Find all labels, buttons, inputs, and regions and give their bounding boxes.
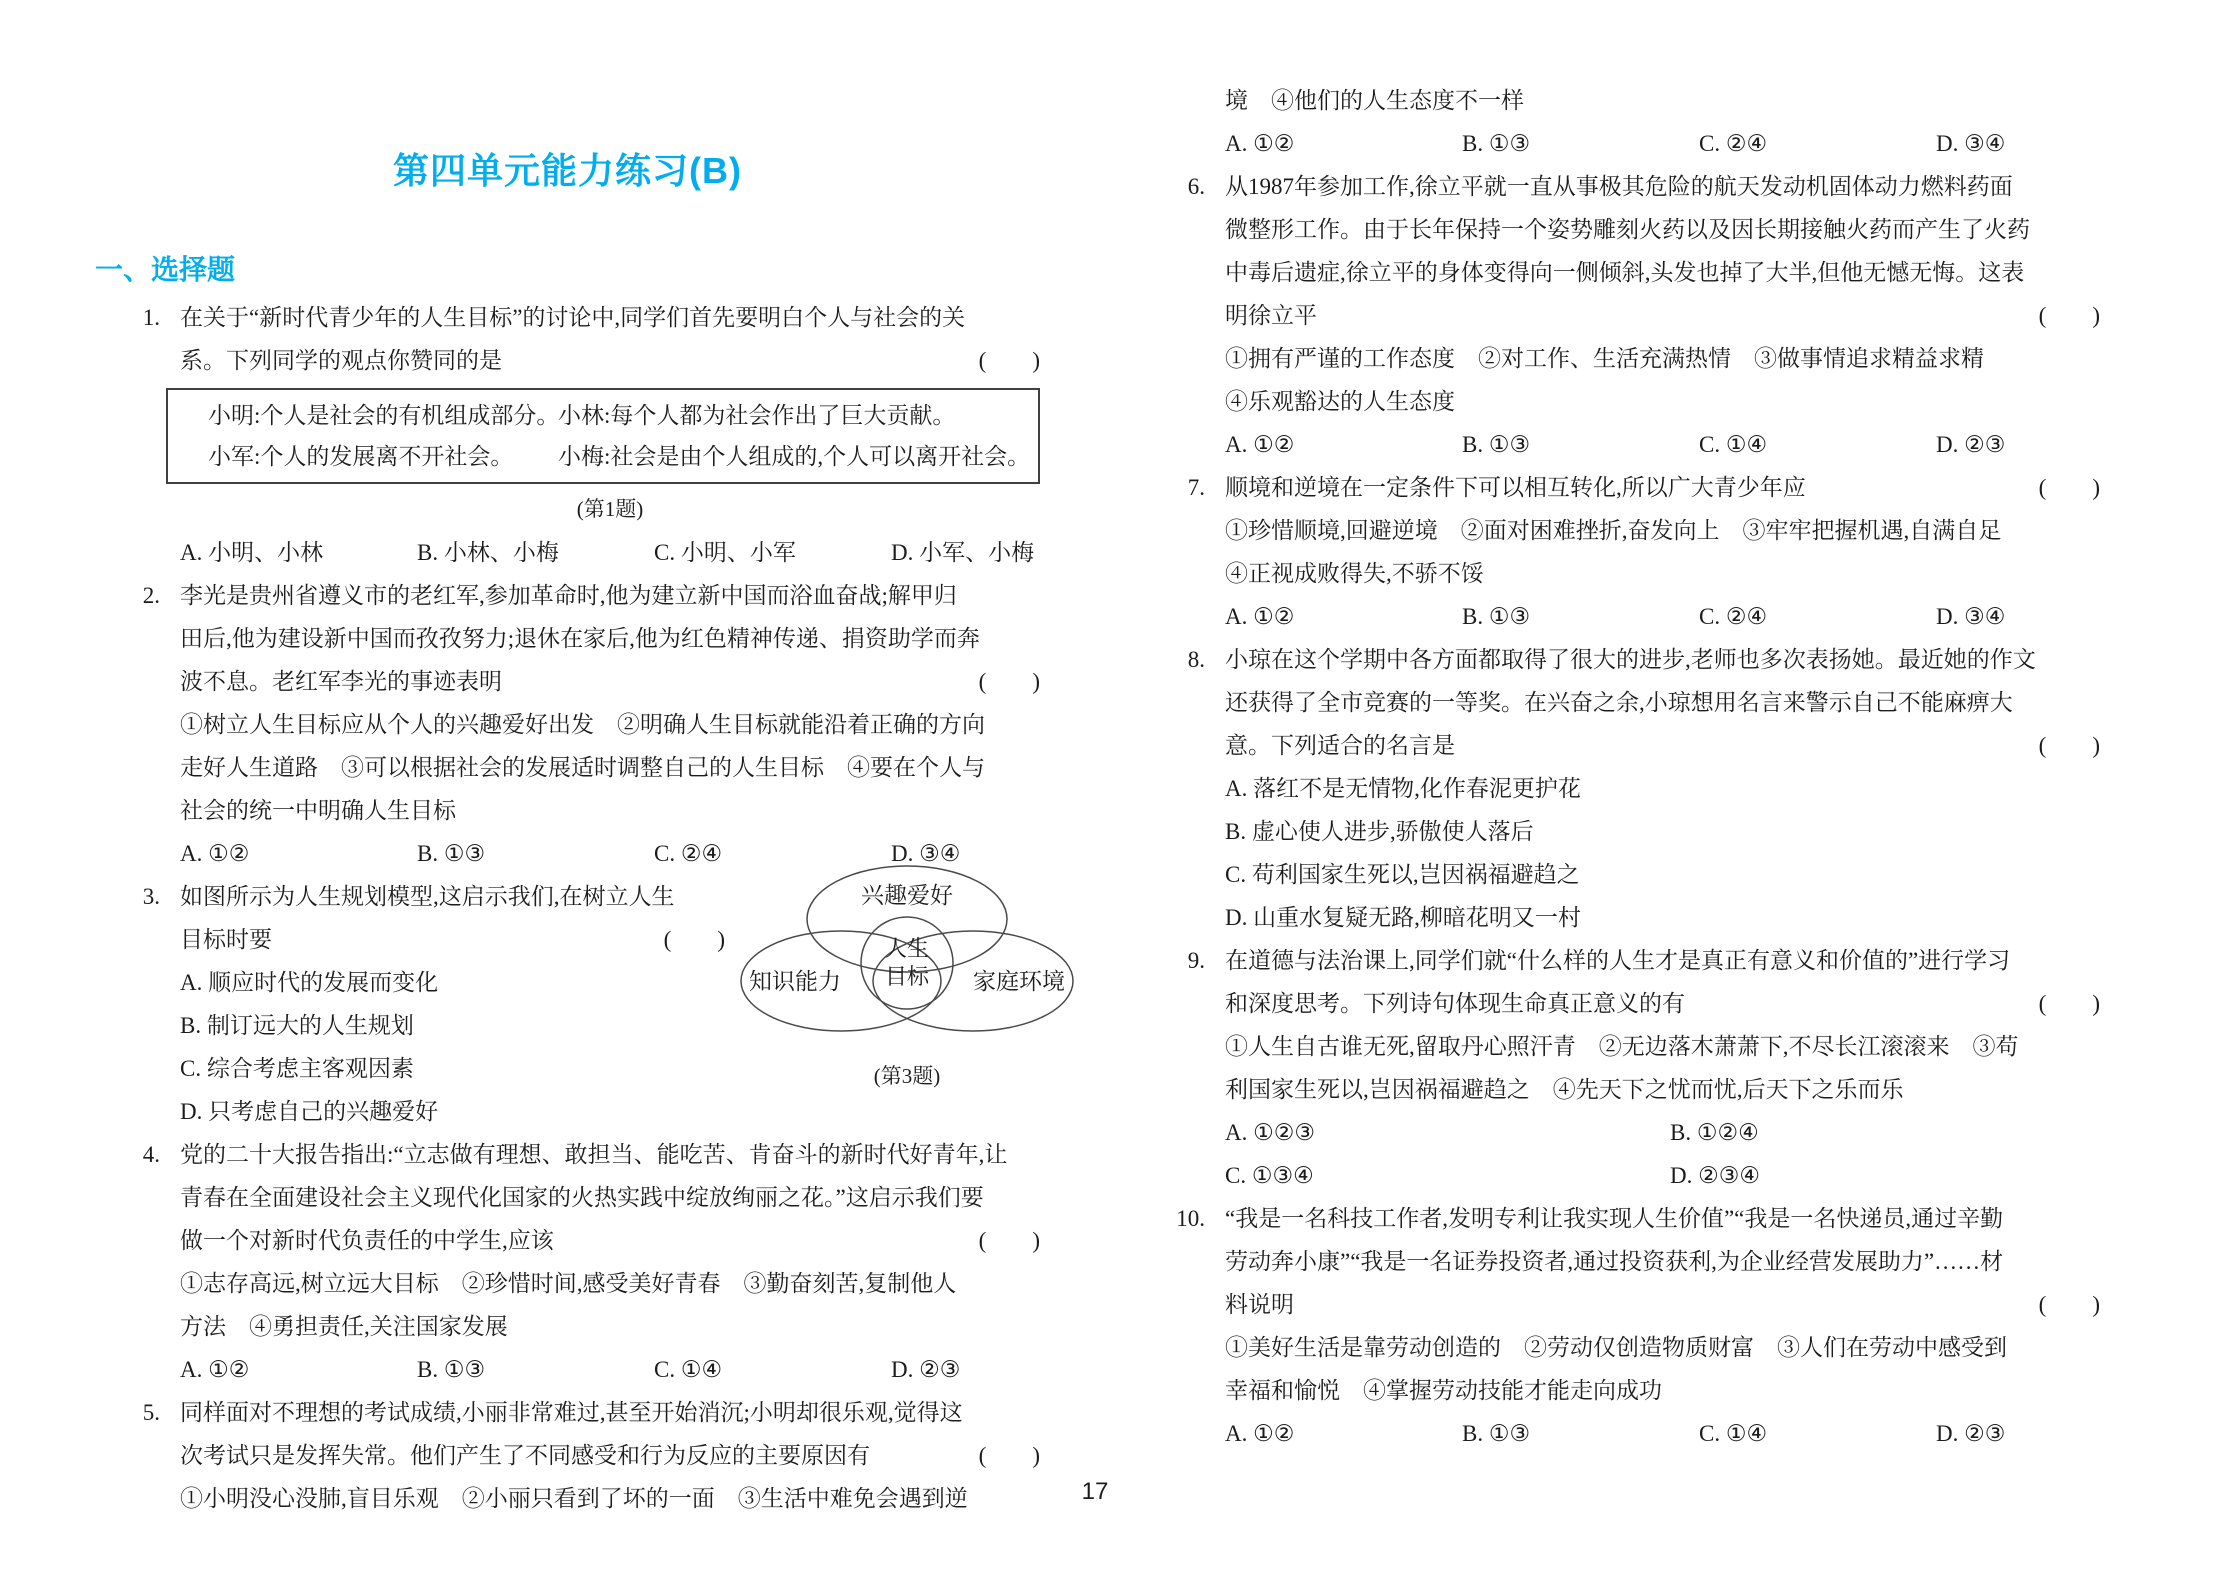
question: [1140, 466, 2100, 638]
question-line: [1225, 810, 2100, 853]
option-item: B. ①③: [1462, 1421, 1531, 1446]
line-text: 劳动奔小康”“我是一名证券投资者,通过投资获利,为企业经营发展助力”……材: [1225, 1249, 2004, 1274]
line-text: ①拥有严谨的工作态度 ②对工作、生活充满热情 ③做事情追求精益求精: [1225, 346, 1984, 371]
question-number: 1.: [142, 305, 160, 330]
question-number: 7.: [1187, 475, 1205, 500]
answer-blank: ( ): [978, 669, 1040, 694]
left-question-list: [95, 296, 1065, 1520]
answer-blank: ( ): [2038, 1292, 2100, 1317]
question-line: [1225, 337, 2100, 380]
question-number: 3.: [142, 884, 160, 909]
option-item: D. 小军、小梅: [891, 540, 1035, 565]
question-line: [180, 1305, 1040, 1348]
option-item: D. ②③: [891, 1357, 961, 1382]
answer-blank: ( ): [978, 1228, 1040, 1253]
line-text: B. 虚心使人进步,骄傲使人落后: [1225, 819, 1534, 844]
line-text: C. 苟利国家生死以,岂因祸福避趋之: [1225, 862, 1580, 887]
question-line: [1225, 982, 2100, 1025]
line-text: 同样面对不理想的考试成绩,小丽非常难过,甚至开始消沉;小明却很乐观,觉得这: [180, 1400, 963, 1425]
line-text: 幸福和愉悦 ④掌握劳动技能才能走向成功: [1225, 1378, 1662, 1403]
line-text: 和深度思考。下列诗句体现生命真正意义的有: [1225, 991, 1685, 1016]
option-item: B. ①②④: [1670, 1120, 1759, 1145]
line-text: 社会的统一中明确人生目标: [180, 798, 456, 823]
question-line: [180, 1391, 1040, 1434]
question-number: 5.: [142, 1400, 160, 1425]
question-line: [180, 1219, 1040, 1262]
line-text: 中毒后遗症,徐立平的身体变得向一侧倾斜,头发也掉了大半,但他无憾无悔。这表: [1225, 260, 2025, 285]
answer-blank: ( ): [2038, 475, 2100, 500]
question-line: [1225, 552, 2100, 595]
question-line: [1225, 638, 2100, 681]
question-line: [180, 1434, 1040, 1477]
options-row: [180, 1348, 1040, 1391]
option-item: D. ③④: [891, 841, 961, 866]
answer-blank: ( ): [2038, 991, 2100, 1016]
question-line: [180, 1477, 1040, 1520]
question-body: [180, 1133, 1040, 1391]
option-item: D. ②③: [1936, 432, 2006, 457]
question-body: [1225, 638, 2100, 939]
line-text: 意。下列适合的名言是: [1225, 733, 1455, 758]
option-item: A. ①②: [1225, 604, 1295, 629]
question: [1140, 638, 2100, 939]
question-body: [1225, 939, 2100, 1197]
line-text: B. 制订远大的人生规划: [180, 1013, 414, 1038]
question: [1140, 1197, 2100, 1455]
box-cell: 小梅:社会是由个人组成的,个人可以离开社会。: [558, 444, 1031, 469]
question-line: [180, 703, 1040, 746]
stem-box: [166, 388, 1040, 484]
question-number: [1140, 79, 1225, 165]
question-line: [180, 1262, 1040, 1305]
line-text: 做一个对新时代负责任的中学生,应该: [180, 1228, 554, 1253]
question: [1140, 939, 2100, 1197]
option-item: A. ①②: [1225, 432, 1295, 457]
question-line: [1225, 208, 2100, 251]
line-text: 顺境和逆境在一定条件下可以相互转化,所以广大青少年应: [1225, 475, 1806, 500]
option-item: A. ①②: [1225, 1421, 1295, 1446]
line-text: ①珍惜顺境,回避逆境 ②面对困难挫折,奋发向上 ③牢牢把握机遇,自满自足: [1225, 518, 2002, 543]
line-text: ①树立人生目标应从个人的兴趣爱好出发 ②明确人生目标就能沿着正确的方向: [180, 712, 985, 737]
question: [1140, 79, 2100, 165]
line-text: 在道德与法治课上,同学们就“什么样的人生才是真正有意义和价值的”进行学习: [1225, 948, 2011, 973]
question-line: [1225, 896, 2100, 939]
options-row: [1225, 1412, 2100, 1455]
line-text: 还获得了全市竞赛的一等奖。在兴奋之余,小琼想用名言来警示自己不能麻痹大: [1225, 690, 2013, 715]
question-line: [1225, 466, 2100, 509]
options-row: [1225, 1111, 2100, 1197]
question-line: [180, 961, 725, 1004]
question-number: 9.: [1187, 948, 1205, 973]
line-text: ①志存高远,树立远大目标 ②珍惜时间,感受美好青春 ③勤奋刻苦,复制他人: [180, 1271, 957, 1296]
option-item: B. 小林、小梅: [417, 540, 559, 565]
question-body: [1225, 79, 2100, 165]
question: [95, 296, 1040, 574]
question: [1140, 165, 2100, 466]
option-item: D. ②③④: [1670, 1163, 1760, 1188]
option-item: C. ①④: [1699, 432, 1768, 457]
question-body: [1225, 165, 2100, 466]
box-caption: (第1题): [576, 497, 644, 521]
line-text: 料说明: [1225, 1292, 1294, 1317]
venn-svg: [733, 861, 1081, 1061]
question-line: [1225, 1197, 2100, 1240]
line-text: C. 综合考虑主客观因素: [180, 1056, 414, 1081]
question-line: [180, 339, 1040, 382]
option-item: C. ②④: [654, 841, 723, 866]
question-body: [1225, 1197, 2100, 1455]
line-text: 次考试只是发挥失常。他们产生了不同感受和行为反应的主要原因有: [180, 1443, 870, 1468]
line-text: 微整形工作。由于长年保持一个姿势雕刻火药以及因长期接触火药而产生了火药: [1225, 217, 2030, 242]
line-text: 党的二十大报告指出:“立志做有理想、敢担当、能吃苦、肯奋斗的新时代好青年,让: [180, 1142, 1008, 1167]
question-body: [1225, 466, 2100, 638]
question-line: [1225, 294, 2100, 337]
line-text: 如图所示为人生规划模型,这启示我们,在树立人生: [180, 884, 675, 909]
option-item: B. ①③: [1462, 131, 1531, 156]
question-line: [180, 1004, 725, 1047]
question-line: [1225, 1240, 2100, 1283]
line-text: D. 只考虑自己的兴趣爱好: [180, 1099, 439, 1124]
line-text: A. 顺应时代的发展而变化: [180, 970, 439, 995]
question-line: [180, 1133, 1040, 1176]
question-line: [180, 574, 1040, 617]
answer-blank: ( ): [2038, 303, 2100, 328]
line-text: 青春在全面建设社会主义现代化国家的火热实践中绽放绚丽之花。”这启示我们要: [180, 1185, 984, 1210]
line-text: 目标时要: [180, 927, 272, 952]
options-row: [1225, 423, 2100, 466]
question-line: [1225, 1326, 2100, 1369]
question-line: [1225, 1025, 2100, 1068]
line-text: 从1987年参加工作,徐立平就一直从事极其危险的航天发动机固体动力燃料药面: [1225, 174, 2013, 199]
option-item: A. ①②: [180, 1357, 250, 1382]
question: [95, 875, 1065, 1133]
question-line: [180, 789, 1040, 832]
answer-blank: ( ): [663, 927, 725, 952]
venn-label-center-1: 人生: [884, 936, 930, 961]
line-text: ①人生自古谁无死,留取丹心照汗青 ②无边落木萧萧下,不尽长江滚滚来 ③苟: [1225, 1034, 2019, 1059]
option-item: B. ①③: [417, 841, 486, 866]
line-text: ①小明没心没肺,盲目乐观 ②小丽只看到了坏的一面 ③生活中难免会遇到逆: [180, 1486, 968, 1511]
question-line: [180, 746, 1040, 789]
line-text: 明徐立平: [1225, 303, 1317, 328]
question-line: [1225, 1369, 2100, 1412]
question: [95, 574, 1040, 875]
page-title: 第四单元能力练习(B): [393, 150, 742, 191]
question-line: [1225, 251, 2100, 294]
right-question-list: [1140, 79, 2100, 1455]
line-text: “我是一名科技工作者,发明专利让我实现人生价值”“我是一名快递员,通过辛勤: [1225, 1206, 2004, 1231]
line-text: D. 山重水复疑无路,柳暗花明又一村: [1225, 905, 1581, 930]
option-item: C. ①④: [654, 1357, 723, 1382]
question-line: [180, 1090, 725, 1133]
venn-caption: (第3题): [873, 1064, 941, 1088]
left-column: [95, 0, 1065, 1520]
question-line: [180, 1047, 725, 1090]
question-body: [180, 1391, 1040, 1520]
box-cell: 小军:个人的发展离不开社会。: [208, 444, 514, 469]
line-text: 小琼在这个学期中各方面都取得了很大的进步,老师也多次表扬她。最近她的作文: [1225, 647, 2036, 672]
box-cell: 小林:每个人都为社会作出了巨大贡献。: [558, 403, 956, 428]
question-line: [180, 918, 725, 961]
question-line: [1225, 509, 2100, 552]
answer-blank: ( ): [978, 1443, 1040, 1468]
option-item: D. ③④: [1936, 131, 2006, 156]
question-number: 8.: [1187, 647, 1205, 672]
question-body: [180, 296, 1040, 574]
options-row: [180, 531, 1040, 574]
line-text: 走好人生道路 ③可以根据社会的发展适时调整自己的人生目标 ④要在个人与: [180, 755, 985, 780]
question-line: [1225, 79, 2100, 122]
answer-blank: ( ): [2038, 733, 2100, 758]
option-item: C. ①④: [1699, 1421, 1768, 1446]
question-line: [180, 296, 1040, 339]
question-body: [180, 875, 1065, 1133]
page-number: 17: [1081, 1478, 1109, 1505]
options-row: [1225, 595, 2100, 638]
answer-blank: ( ): [978, 348, 1040, 373]
option-item: C. 小明、小军: [654, 540, 796, 565]
option-item: A. ①②: [180, 841, 250, 866]
line-text: 波不息。老红军李光的事迹表明: [180, 669, 502, 694]
venn-label-top: 兴趣爱好: [861, 883, 953, 908]
option-item: C. ②④: [1699, 604, 1768, 629]
question-line: [1225, 939, 2100, 982]
line-text: 方法 ④勇担责任,关注国家发展: [180, 1314, 508, 1339]
line-text: 境 ④他们的人生态度不一样: [1225, 88, 1524, 113]
option-item: B. ①③: [1462, 604, 1531, 629]
question-line: [180, 875, 725, 918]
option-item: A. ①②③: [1225, 1120, 1315, 1145]
line-text: 系。下列同学的观点你赞同的是: [180, 348, 502, 373]
line-text: 李光是贵州省遵义市的老红军,参加革命时,他为建立新中国而浴血奋战;解甲归: [180, 583, 957, 608]
option-item: B. ①③: [1462, 432, 1531, 457]
venn-label-right: 家庭环境: [973, 969, 1065, 994]
question-line: [1225, 724, 2100, 767]
question-body: [180, 574, 1040, 875]
question-line: [1225, 165, 2100, 208]
question-number: 2.: [142, 583, 160, 608]
line-text: ①美好生活是靠劳动创造的 ②劳动仅创造物质财富 ③人们在劳动中感受到: [1225, 1335, 2007, 1360]
options-row: [1225, 122, 2100, 165]
question: [95, 1133, 1040, 1391]
question-line: [1225, 1068, 2100, 1111]
section-heading: 一、选择题: [95, 254, 236, 285]
question-line: [1225, 1283, 2100, 1326]
question-line: [180, 1176, 1040, 1219]
line-text: ④乐观豁达的人生态度: [1225, 389, 1455, 414]
question-line: [180, 660, 1040, 703]
option-item: D. ③④: [1936, 604, 2006, 629]
option-item: B. ①③: [417, 1357, 486, 1382]
venn-diagram: [733, 861, 1081, 1091]
question: [95, 1391, 1040, 1520]
option-item: A. ①②: [1225, 131, 1295, 156]
question-line: [1225, 767, 2100, 810]
line-text: A. 落红不是无情物,化作春泥更护花: [1225, 776, 1581, 801]
venn-circle-center: [861, 917, 953, 1009]
line-text: 在关于“新时代青少年的人生目标”的讨论中,同学们首先要明白个人与社会的关: [180, 305, 966, 330]
venn-label-left: 知识能力: [749, 969, 841, 994]
option-item: D. ②③: [1936, 1421, 2006, 1446]
question-line: [1225, 380, 2100, 423]
question-line: [180, 617, 1040, 660]
box-cell: 小明:个人是社会的有机组成部分。: [208, 403, 560, 428]
right-column: [1140, 79, 2100, 1455]
question-number: 4.: [142, 1142, 160, 1167]
question-number: 10.: [1176, 1206, 1205, 1231]
option-item: C. ②④: [1699, 131, 1768, 156]
line-text: ④正视成败得失,不骄不馁: [1225, 561, 1484, 586]
venn-label-center-2: 目标: [884, 964, 930, 989]
line-text: 田后,他为建设新中国而孜孜努力;退休在家后,他为红色精神传递、捐资助学而奔: [180, 626, 980, 651]
question-line: [1225, 681, 2100, 724]
option-item: C. ①③④: [1225, 1163, 1314, 1188]
line-text: 利国家生死以,岂因祸福避趋之 ④先天下之忧而忧,后天下之乐而乐: [1225, 1077, 1904, 1102]
question-line: [1225, 853, 2100, 896]
option-item: A. 小明、小林: [180, 540, 324, 565]
question-number: 6.: [1187, 174, 1205, 199]
